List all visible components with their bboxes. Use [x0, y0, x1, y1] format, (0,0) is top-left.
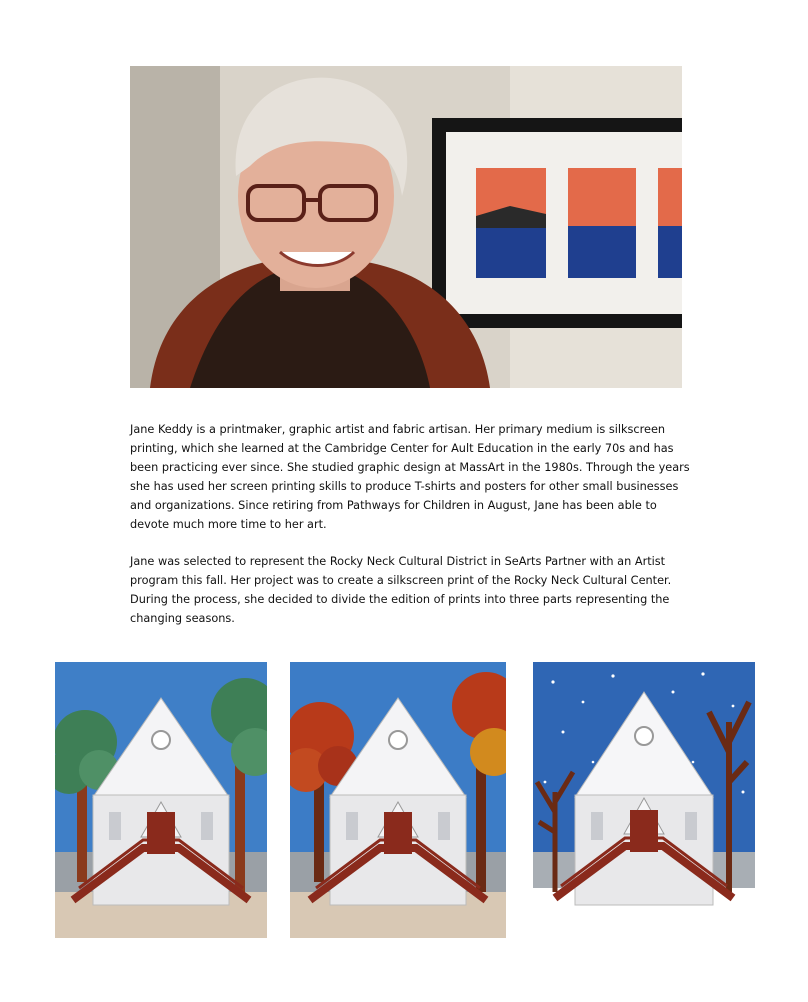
print-winter [533, 662, 755, 938]
bio-paragraph-1: Jane Keddy is a printmaker, graphic artist and fabric artisan. Her primary medium is silkscreen printing, which she learned at the Cambridge Center for Ault Education in the early 70s and has been practicing ever since. She studied graphic design at MassArt in the 1980s. Through the years she has used her screen printing skills to produce T-shirts and posters for other small businesses and organizations. Since retiring from Pathways for Children in August, Jane has been able to devote much more time to her art. [130, 423, 690, 531]
framed-artwork [432, 118, 682, 328]
print-summer [55, 662, 267, 938]
artist-portrait-photo [130, 66, 682, 388]
bio-paragraph-2: Jane was selected to represent the Rocky Neck Cultural District in SeArts Partner with an Artist program this fall. Her project was to create a silkscreen print of the Rocky Neck Cultural Center. During the process, she decided to divide the edition of prints into three parts representing the changing seasons. [130, 555, 672, 625]
print-autumn [290, 662, 506, 938]
